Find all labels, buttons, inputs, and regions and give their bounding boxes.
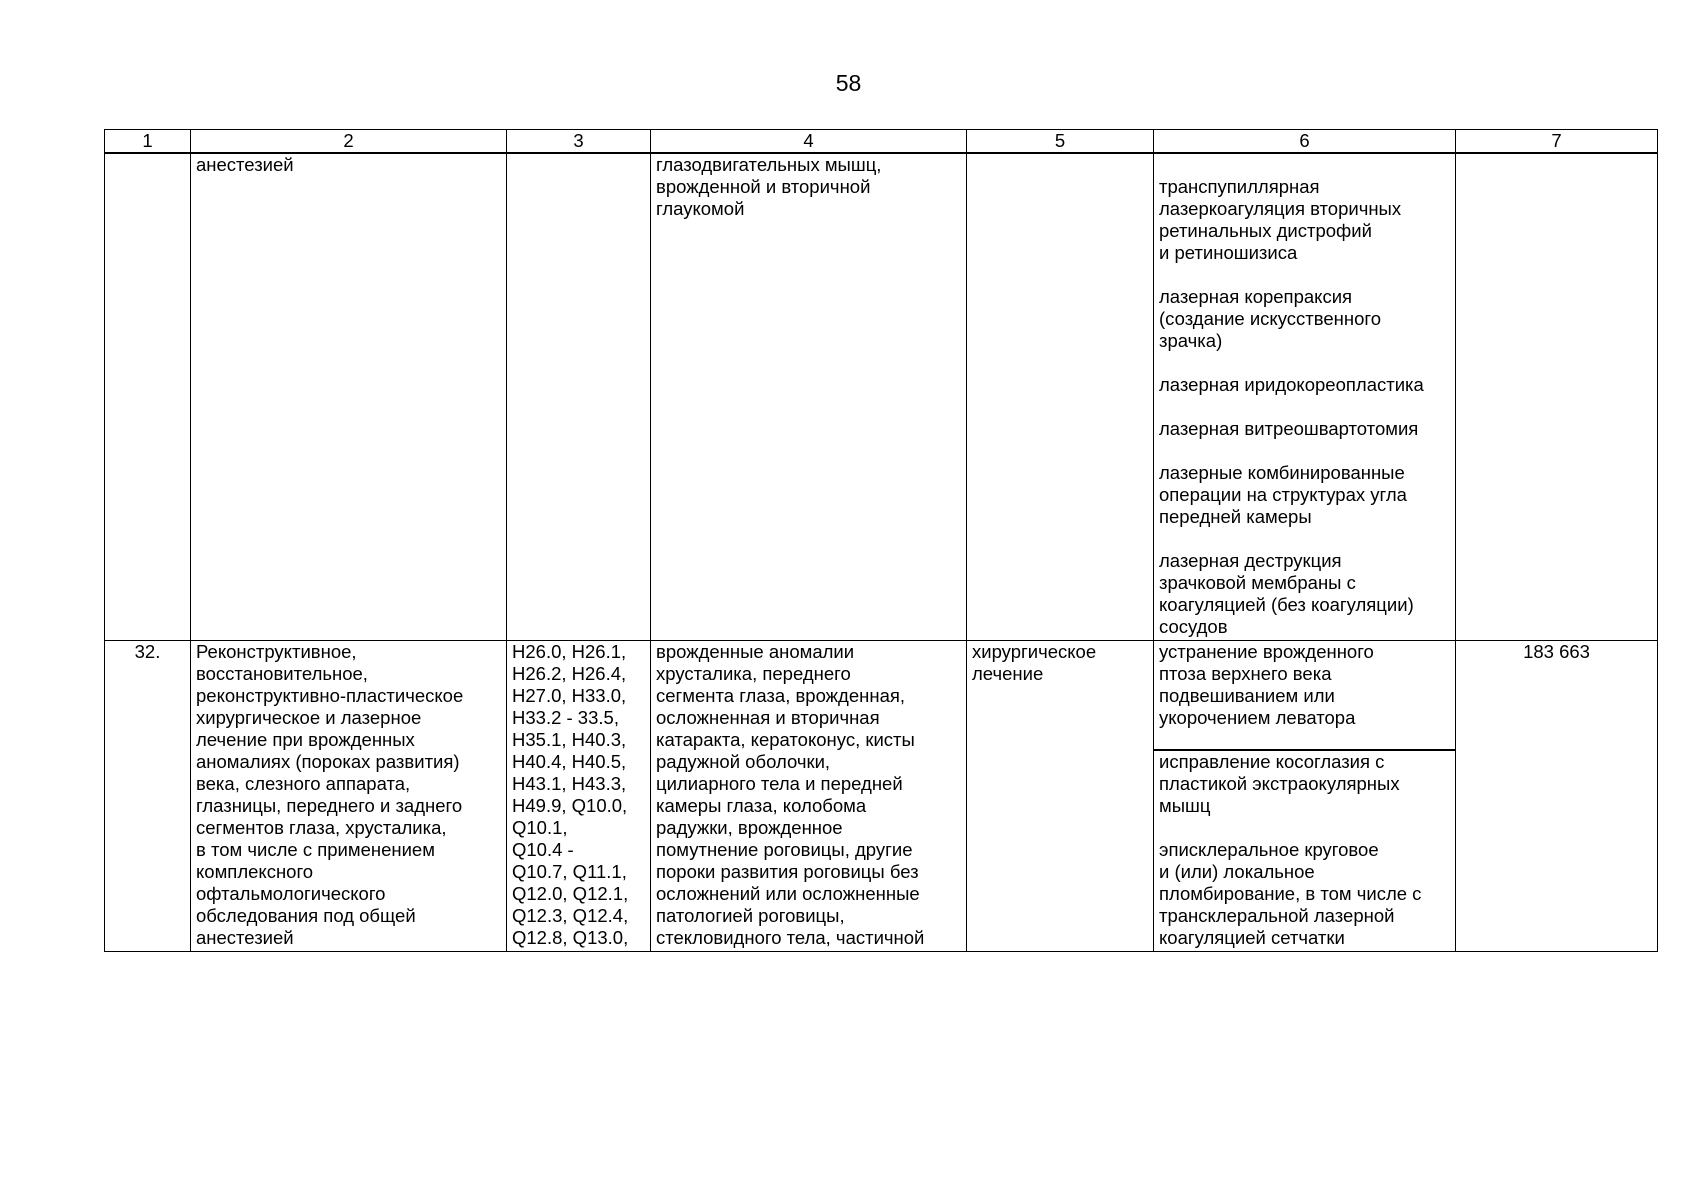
- header-col-3: 3: [507, 130, 651, 154]
- cell-cost: 183 663: [1456, 640, 1658, 951]
- method-item-top: устранение врожденного птоза верхнего века подвешиванием или укорочением леватора: [1154, 641, 1455, 751]
- method-item: лазерная деструкция зрачковой мембраны с коагуляцией (без коагуляции) сосудов: [1159, 550, 1414, 637]
- method-list: [1154, 751, 1455, 949]
- table-header-row: [105, 130, 1658, 154]
- cell-name: Реконструктивное, восстановительное, реконструктивно-пластическое хирургическое и лазерное лечение при врожденных аномалиях (пороках развития) века, слезного аппарата, глазницы, переднего и заднего сегментов глаза, хрусталика, в том числе с применением комплексного офтальмологического обследования под общей анестезией: [191, 640, 507, 951]
- cell-model: глазодвигательных мышц, врожденной и вторичной глаукомой: [651, 153, 967, 640]
- method-item: исправление косоглазия с пластикой экстраокулярных мышц: [1159, 750, 1400, 816]
- method-item: лазерная корепраксия (создание искусственного зрачка): [1159, 286, 1381, 351]
- page-number: 58: [835, 70, 862, 96]
- method-item: лазерная иридокореопластика: [1159, 374, 1424, 395]
- header-col-2: 2: [191, 130, 507, 154]
- cell-number: 32.: [105, 640, 191, 951]
- cell-treatment-type: [967, 153, 1154, 640]
- method-item: лазерные комбинированные операции на структурах угла передней камеры: [1159, 462, 1407, 527]
- procedures-table: [104, 129, 1658, 952]
- cell-codes: H26.0, H26.1, H26.2, H26.4, H27.0, H33.0, H33.2 - 33.5, H35.1, H40.3, H40.4, H40.5, H43.1, H43.3, H49.9, Q10.0, Q10.1, Q10.4 - Q10.7, Q11.1, Q12.0, Q12.1, Q12.3, Q12.4, Q12.8, Q13.0,: [507, 640, 651, 951]
- cell-number: [105, 153, 191, 640]
- cell-cost: [1456, 153, 1658, 640]
- header-col-4: 4: [651, 130, 967, 154]
- header-col-7: 7: [1456, 130, 1658, 154]
- cell-model: врожденные аномалии хрусталика, переднего сегмента глаза, врожденная, осложненная и вторичная катаракта, кератоконус, кисты радужной оболочки, цилиарного тела и передней камеры глаза, колобома радужки, врожденное помутнение роговицы, другие пороки развития роговицы без осложнений или осложненные патологией роговицы, стекловидного тела, частичной: [651, 640, 967, 951]
- table-row-continuation: [105, 153, 1658, 640]
- method-item: транспупиллярная лазеркоагуляция вторичных ретинальных дистрофий и ретиношизиса: [1159, 176, 1402, 263]
- header-col-5: 5: [967, 130, 1154, 154]
- method-item: лазерная витреошвартотомия: [1159, 418, 1419, 439]
- header-col-1: 1: [105, 130, 191, 154]
- cell-name: анестезией: [191, 153, 507, 640]
- cell-treatment-type: хирургическое лечение: [967, 640, 1154, 951]
- cell-methods: [1154, 640, 1456, 951]
- header-col-6: 6: [1154, 130, 1456, 154]
- cell-methods: [1154, 153, 1456, 640]
- cell-codes: [507, 153, 651, 640]
- method-item: эписклеральное круговое и (или) локальное пломбирование, в том числе с трансклеральной лазерной коагуляцией сетчатки: [1159, 838, 1422, 948]
- table-row-32: [105, 640, 1658, 951]
